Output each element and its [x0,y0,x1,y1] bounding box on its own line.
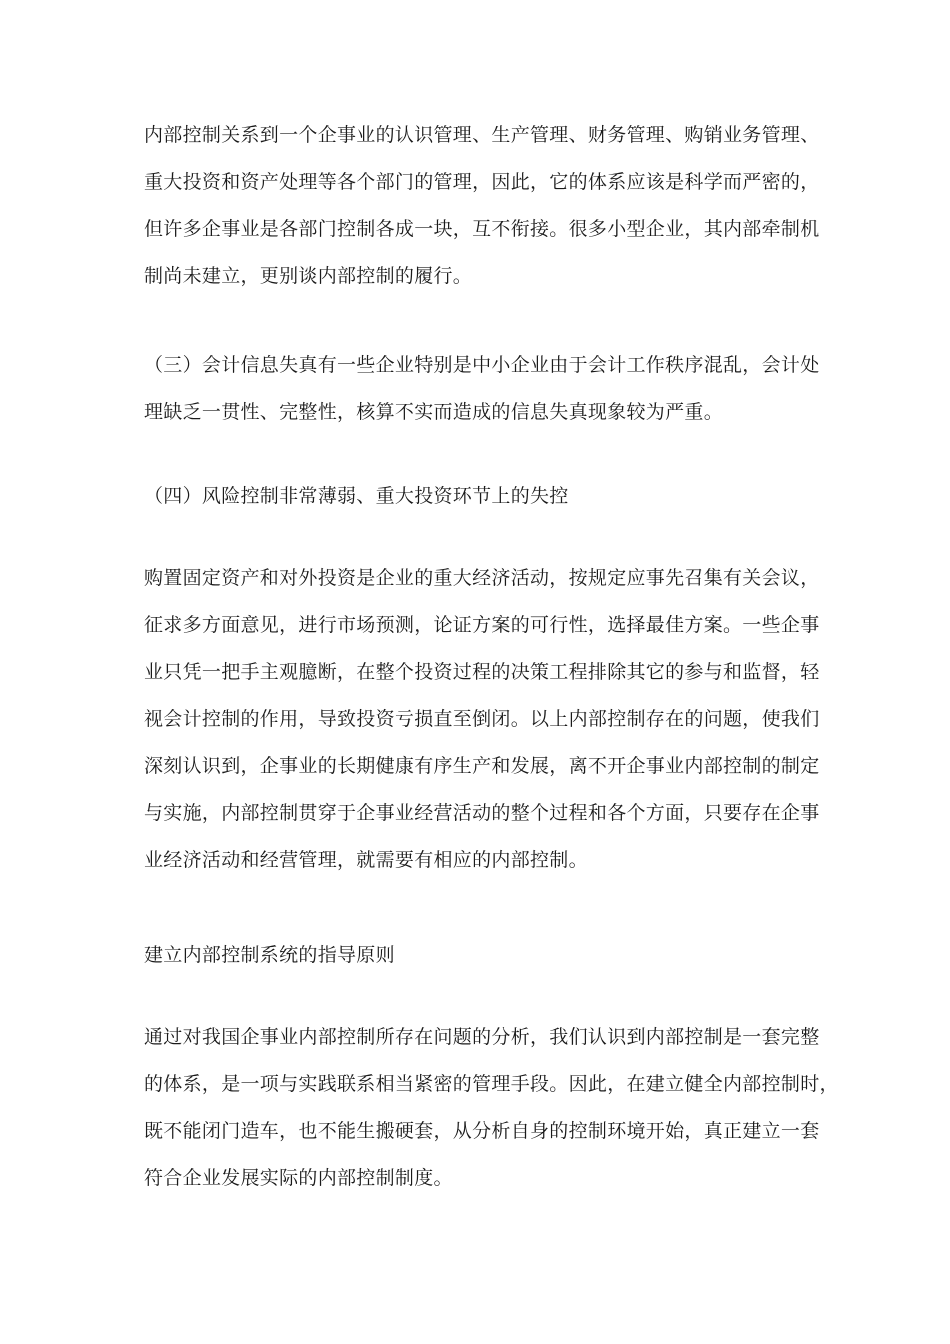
section-heading-risk-control [144,473,814,520]
text-line: 理缺乏一贯性、完整性，核算不实而造成的信息失真现象较为严重。 [144,401,724,423]
text-line: 业只凭一把手主观臆断，在整个投资过程的决策工程排除其它的参与和监督，轻 [144,661,820,683]
section-heading-guiding-principles [144,932,814,979]
text-line: （三）会计信息失真有一些企业特别是中小企业由于会计工作秩序混乱，会计处 [144,354,820,376]
text-line: 业经济活动和经营管理，就需要有相应的内部控制。 [144,849,588,871]
text-line: 购置固定资产和对外投资是企业的重大经济活动，按规定应事先召集有关会议， [144,567,820,589]
text-line: 通过对我国企事业内部控制所存在问题的分析，我们认识到内部控制是一套完整 [144,1026,820,1048]
paragraph-system-analysis [144,1014,839,1202]
text-line: 建立内部控制系统的指导原则 [144,944,395,966]
text-line: 既不能闭门造车，也不能生搬硬套，从分析自身的控制环境开始，真正建立一套 [144,1120,820,1142]
text-line: 符合企业发展实际的内部控制制度。 [144,1167,453,1189]
text-line: 内部控制关系到一个企事业的认识管理、生产管理、财务管理、购销业务管理、 [144,124,820,146]
paragraph-internal-control-scope [144,112,820,300]
text-line: 征求多方面意见，进行市场预测，论证方案的可行性，选择最佳方案。一些企事 [144,614,820,636]
text-line: （四）风险控制非常薄弱、重大投资环节上的失控 [144,485,569,507]
paragraph-accounting-info-distortion [144,342,820,436]
text-line: 深刻认识到，企事业的长期健康有序生产和发展，离不开企事业内部控制的制定 [144,755,820,777]
text-line: 重大投资和资产处理等各个部门的管理，因此，它的体系应该是科学而严密的， [144,171,820,193]
text-line: 视会计控制的作用，导致投资亏损直至倒闭。以上内部控制存在的问题，使我们 [144,708,820,730]
text-line: 的体系，是一项与实践联系相当紧密的管理手段。因此，在建立健全内部控制时， [144,1073,839,1095]
text-line: 制尚未建立，更别谈内部控制的履行。 [144,265,473,287]
text-line: 与实施，内部控制贯穿于企事业经营活动的整个过程和各个方面，只要存在企事 [144,802,820,824]
text-line: 但许多企事业是各部门控制各成一块，互不衔接。很多小型企业，其内部牵制机 [144,218,820,240]
paragraph-investment-decisions [144,555,820,884]
